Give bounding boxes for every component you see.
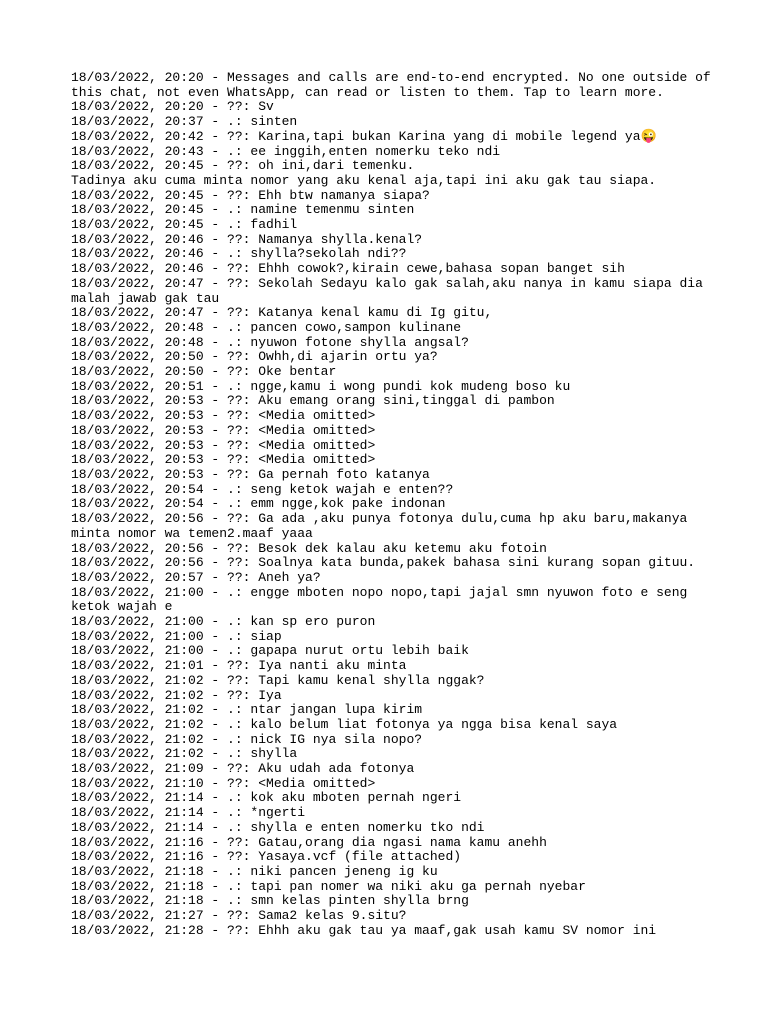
- chat-log-line: 18/03/2022, 20:50 - ??: Owhh,di ajarin ortu ya?: [71, 349, 438, 365]
- chat-log-line: 18/03/2022, 21:02 - ??: Iya: [71, 687, 282, 703]
- document-page: [71, 70, 711, 938]
- chat-log-line: 18/03/2022, 20:56 - ??: Besok dek kalau aku ketemu aku fotoin: [71, 540, 547, 556]
- chat-log-line: 18/03/2022, 21:16 - ??: Yasaya.vcf (file attached): [71, 849, 462, 865]
- chat-log-line: 18/03/2022, 20:53 - ??: Aku emang orang sini,tinggal di pambon: [71, 393, 555, 409]
- chat-log-line: 18/03/2022, 21:02 - .: nick IG nya sila nopo?: [71, 731, 423, 747]
- chat-log-line: 18/03/2022, 21:18 - .: niki pancen jeneng ig ku: [71, 863, 438, 879]
- chat-log-line: 18/03/2022, 20:42 - ??: Karina,tapi bukan Karina yang di mobile legend ya😜: [71, 128, 657, 144]
- chat-log-line: 18/03/2022, 20:54 - .: emm ngge,kok pake indonan: [71, 496, 446, 512]
- chat-log-line: 18/03/2022, 20:46 - ??: Ehhh cowok?,kirain cewe,bahasa sopan banget sih: [71, 261, 625, 277]
- chat-log-line: 18/03/2022, 21:18 - .: tapi pan nomer wa niki aku ga pernah nyebar: [71, 878, 586, 894]
- chat-log-line: 18/03/2022, 21:00 - .: engge mboten nopo nopo,tapi jajal smn nyuwon foto e seng: [71, 584, 688, 600]
- chat-log-line: 18/03/2022, 21:18 - .: smn kelas pinten shylla brng: [71, 893, 469, 909]
- chat-log-line: 18/03/2022, 20:48 - .: nyuwon fotone shylla angsal?: [71, 334, 469, 350]
- chat-log-line: 18/03/2022, 21:02 - ??: Tapi kamu kenal shylla nggak?: [71, 672, 485, 688]
- chat-log-line: 18/03/2022, 20:43 - .: ee inggih,enten nomerku teko ndi: [71, 143, 501, 159]
- chat-log-line: 18/03/2022, 20:48 - .: pancen cowo,sampon kulinane: [71, 319, 462, 335]
- chat-log-line: 18/03/2022, 21:27 - ??: Sama2 kelas 9.situ?: [71, 908, 407, 924]
- chat-log-line: ketok wajah e: [71, 599, 173, 615]
- chat-log-line: 18/03/2022, 20:53 - ??: <Media omitted>: [71, 422, 376, 438]
- chat-log-line: 18/03/2022, 21:14 - .: shylla e enten nomerku tko ndi: [71, 819, 485, 835]
- chat-log-line: this chat, not even WhatsApp, can read or listen to them. Tap to learn more.: [71, 84, 664, 100]
- chat-log-line: 18/03/2022, 20:57 - ??: Aneh ya?: [71, 569, 321, 585]
- chat-log-line: 18/03/2022, 21:00 - .: siap: [71, 628, 282, 644]
- chat-log-line: 18/03/2022, 20:50 - ??: Oke bentar: [71, 364, 337, 380]
- chat-log-line: malah jawab gak tau: [71, 290, 220, 306]
- chat-log-line: 18/03/2022, 20:53 - ??: <Media omitted>: [71, 408, 376, 424]
- chat-log-line: 18/03/2022, 20:45 - .: fadhil: [71, 217, 298, 233]
- chat-log-line: 18/03/2022, 20:53 - ??: <Media omitted>: [71, 452, 376, 468]
- chat-log-line: 18/03/2022, 20:53 - ??: Ga pernah foto katanya: [71, 466, 430, 482]
- chat-log-line: 18/03/2022, 20:20 - ??: Sv: [71, 99, 274, 115]
- chat-log-line: minta nomor wa temen2.maaf yaaa: [71, 525, 313, 541]
- chat-log-line: 18/03/2022, 21:09 - ??: Aku udah ada fotonya: [71, 761, 415, 777]
- chat-log-line: 18/03/2022, 21:02 - .: ntar jangan lupa kirim: [71, 702, 423, 718]
- chat-log-line: 18/03/2022, 21:16 - ??: Gatau,orang dia ngasi nama kamu anehh: [71, 834, 547, 850]
- chat-log-line: Tadinya aku cuma minta nomor yang aku kenal aja,tapi ini aku gak tau siapa.: [71, 172, 657, 188]
- chat-log-line: 18/03/2022, 20:45 - .: namine temenmu sinten: [71, 202, 415, 218]
- chat-log-line: 18/03/2022, 21:10 - ??: <Media omitted>: [71, 775, 376, 791]
- chat-log-line: 18/03/2022, 20:56 - ??: Ga ada ,aku punya fotonya dulu,cuma hp aku baru,makanya: [71, 511, 688, 527]
- chat-log-line: 18/03/2022, 20:53 - ??: <Media omitted>: [71, 437, 376, 453]
- chat-log-line: 18/03/2022, 21:00 - .: kan sp ero puron: [71, 614, 376, 630]
- chat-log-line: 18/03/2022, 20:20 - Messages and calls are end-to-end encrypted. No one outside of: [71, 70, 711, 85]
- chat-log-line: 18/03/2022, 20:56 - ??: Soalnya kata bunda,pakek bahasa sini kurang sopan gituu.: [71, 555, 696, 571]
- chat-log-line: 18/03/2022, 21:02 - .: shylla: [71, 746, 298, 762]
- chat-log-line: 18/03/2022, 21:01 - ??: Iya nanti aku minta: [71, 658, 407, 674]
- chat-log-line: 18/03/2022, 21:14 - .: *ngerti: [71, 805, 306, 821]
- chat-log-line: 18/03/2022, 20:54 - .: seng ketok wajah e enten??: [71, 481, 454, 497]
- chat-log-line: 18/03/2022, 20:45 - ??: Ehh btw namanya siapa?: [71, 187, 430, 203]
- chat-log-text: [71, 70, 711, 938]
- chat-log-line: 18/03/2022, 21:14 - .: kok aku mboten pernah ngeri: [71, 790, 462, 806]
- chat-log-line: 18/03/2022, 20:46 - .: shylla?sekolah ndi??: [71, 246, 407, 262]
- chat-log-line: 18/03/2022, 21:00 - .: gapapa nurut ortu lebih baik: [71, 643, 469, 659]
- chat-log-line: 18/03/2022, 20:46 - ??: Namanya shylla.kenal?: [71, 231, 423, 247]
- chat-log-line: 18/03/2022, 20:47 - ??: Katanya kenal kamu di Ig gitu,: [71, 305, 493, 321]
- chat-log-line: 18/03/2022, 20:47 - ??: Sekolah Sedayu kalo gak salah,aku nanya in kamu siapa dia: [71, 275, 703, 291]
- chat-log-line: 18/03/2022, 20:45 - ??: oh ini,dari temenku.: [71, 158, 415, 174]
- chat-log-line: 18/03/2022, 21:28 - ??: Ehhh aku gak tau ya maaf,gak usah kamu SV nomor ini: [71, 922, 657, 938]
- chat-log-line: 18/03/2022, 20:51 - .: ngge,kamu i wong pundi kok mudeng boso ku: [71, 378, 571, 394]
- chat-log-line: 18/03/2022, 20:37 - .: sinten: [71, 114, 298, 130]
- chat-log-line: 18/03/2022, 21:02 - .: kalo belum liat fotonya ya ngga bisa kenal saya: [71, 716, 618, 732]
